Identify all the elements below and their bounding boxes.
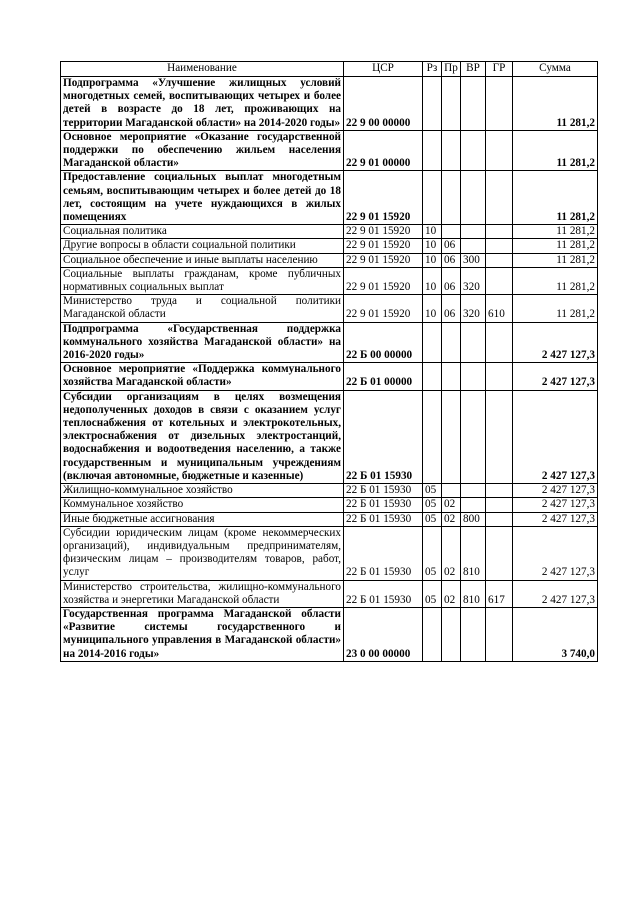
row-vr xyxy=(461,171,486,225)
row-name: Министерство труда и социальной политики Магаданской области xyxy=(61,295,344,322)
row-gr: 610 xyxy=(486,295,513,322)
row-gr xyxy=(486,171,513,225)
row-rz: 10 xyxy=(423,267,442,294)
row-vr xyxy=(461,322,486,363)
row-csr: 22 Б 01 15930 xyxy=(344,498,423,512)
row-sum: 2 427 127,3 xyxy=(513,363,598,390)
row-rz: 05 xyxy=(423,580,442,607)
row-csr: 22 9 01 15920 xyxy=(344,171,423,225)
header-name: Наименование xyxy=(61,62,344,77)
row-vr xyxy=(461,607,486,661)
row-sum: 11 281,2 xyxy=(513,267,598,294)
row-rz: 10 xyxy=(423,239,442,253)
row-gr xyxy=(486,512,513,526)
row-vr xyxy=(461,77,486,131)
row-sum: 11 281,2 xyxy=(513,77,598,131)
row-csr: 22 9 01 00000 xyxy=(344,130,423,171)
header-pr: Пр xyxy=(442,62,461,77)
row-name: Социальное обеспечение и иные выплаты населению xyxy=(61,253,344,267)
row-sum: 11 281,2 xyxy=(513,130,598,171)
row-gr xyxy=(486,390,513,483)
table-row xyxy=(61,253,598,267)
row-csr: 22 9 00 00000 xyxy=(344,77,423,131)
row-pr xyxy=(442,390,461,483)
row-rz: 05 xyxy=(423,484,442,498)
row-sum: 2 427 127,3 xyxy=(513,526,598,580)
row-rz: 05 xyxy=(423,498,442,512)
row-vr: 300 xyxy=(461,253,486,267)
table-row xyxy=(61,225,598,239)
row-gr: 617 xyxy=(486,580,513,607)
row-pr: 06 xyxy=(442,239,461,253)
header-vr: ВР xyxy=(461,62,486,77)
row-vr: 810 xyxy=(461,526,486,580)
row-rz: 05 xyxy=(423,526,442,580)
header-rz: Рз xyxy=(423,62,442,77)
table-row xyxy=(61,130,598,171)
row-name: Министерство строительства, жилищно-коммунального хозяйства и энергетики Магаданской области xyxy=(61,580,344,607)
row-rz xyxy=(423,171,442,225)
row-csr: 22 9 01 15920 xyxy=(344,267,423,294)
row-csr: 22 Б 01 15930 xyxy=(344,390,423,483)
row-name: Коммунальное хозяйство xyxy=(61,498,344,512)
row-gr xyxy=(486,484,513,498)
table-row xyxy=(61,77,598,131)
row-csr: 22 9 01 15920 xyxy=(344,253,423,267)
row-pr: 02 xyxy=(442,512,461,526)
row-pr xyxy=(442,225,461,239)
row-pr xyxy=(442,484,461,498)
row-gr xyxy=(486,253,513,267)
row-csr: 23 0 00 00000 xyxy=(344,607,423,661)
row-rz: 05 xyxy=(423,512,442,526)
row-name: Другие вопросы в области социальной политики xyxy=(61,239,344,253)
row-gr xyxy=(486,239,513,253)
table-row xyxy=(61,498,598,512)
table-row xyxy=(61,512,598,526)
row-pr: 06 xyxy=(442,253,461,267)
row-name: Жилищно-коммунальное хозяйство xyxy=(61,484,344,498)
header-row xyxy=(61,62,598,77)
header-sum: Сумма xyxy=(513,62,598,77)
row-gr xyxy=(486,267,513,294)
row-rz xyxy=(423,390,442,483)
row-vr xyxy=(461,239,486,253)
row-gr xyxy=(486,363,513,390)
row-pr: 06 xyxy=(442,295,461,322)
row-rz: 10 xyxy=(423,295,442,322)
row-vr xyxy=(461,484,486,498)
table-row xyxy=(61,171,598,225)
row-gr xyxy=(486,225,513,239)
row-gr xyxy=(486,130,513,171)
row-name: Социальная политика xyxy=(61,225,344,239)
row-name: Социальные выплаты гражданам, кроме публичных нормативных социальных выплат xyxy=(61,267,344,294)
row-vr xyxy=(461,498,486,512)
row-gr xyxy=(486,322,513,363)
row-rz xyxy=(423,363,442,390)
row-csr: 22 9 01 15920 xyxy=(344,225,423,239)
table-row xyxy=(61,363,598,390)
row-sum: 11 281,2 xyxy=(513,239,598,253)
row-csr: 22 9 01 15920 xyxy=(344,295,423,322)
row-sum: 2 427 127,3 xyxy=(513,322,598,363)
row-sum: 2 427 127,3 xyxy=(513,512,598,526)
budget-table xyxy=(60,61,598,662)
header-gr: ГР xyxy=(486,62,513,77)
row-pr: 02 xyxy=(442,580,461,607)
row-name: Государственная программа Магаданской области «Развитие системы государственного и муниципального управления в Магаданской области» на 2014-2016 годы» xyxy=(61,607,344,661)
row-rz: 10 xyxy=(423,225,442,239)
row-sum: 2 427 127,3 xyxy=(513,580,598,607)
row-vr xyxy=(461,130,486,171)
row-name: Основное мероприятие «Поддержка коммунального хозяйства Магаданской области» xyxy=(61,363,344,390)
row-vr: 810 xyxy=(461,580,486,607)
row-pr xyxy=(442,171,461,225)
row-rz xyxy=(423,607,442,661)
row-gr xyxy=(486,607,513,661)
row-pr xyxy=(442,322,461,363)
row-vr xyxy=(461,363,486,390)
row-vr xyxy=(461,390,486,483)
row-vr: 800 xyxy=(461,512,486,526)
row-gr xyxy=(486,77,513,131)
row-vr xyxy=(461,225,486,239)
row-name: Субсидии юридическим лицам (кроме некоммерческих организаций), индивидуальным предпринимателям, физическим лицам – производителям товаров, работ, услуг xyxy=(61,526,344,580)
table-row xyxy=(61,484,598,498)
row-gr xyxy=(486,498,513,512)
row-pr: 02 xyxy=(442,526,461,580)
row-name: Иные бюджетные ассигнования xyxy=(61,512,344,526)
row-csr: 22 Б 01 15930 xyxy=(344,484,423,498)
row-name: Подпрограмма «Государственная поддержка коммунального хозяйства Магаданской области» на 2016-2020 годы» xyxy=(61,322,344,363)
table-row xyxy=(61,267,598,294)
table-row xyxy=(61,607,598,661)
table-row xyxy=(61,390,598,483)
row-csr: 22 9 01 15920 xyxy=(344,239,423,253)
row-rz xyxy=(423,130,442,171)
row-csr: 22 Б 00 00000 xyxy=(344,322,423,363)
row-csr: 22 Б 01 15930 xyxy=(344,512,423,526)
row-vr: 320 xyxy=(461,295,486,322)
row-pr xyxy=(442,130,461,171)
header-csr: ЦСР xyxy=(344,62,423,77)
row-pr xyxy=(442,363,461,390)
row-sum: 11 281,2 xyxy=(513,225,598,239)
row-sum: 2 427 127,3 xyxy=(513,484,598,498)
row-csr: 22 Б 01 00000 xyxy=(344,363,423,390)
row-csr: 22 Б 01 15930 xyxy=(344,526,423,580)
row-name: Субсидии организациям в целях возмещения недополученных доходов в связи с оказанием услуг теплоснабжения от котельных и электрокотельных, электроснабжения от дизельных электростанций, водоснабжения и водоотведения населению, а также государственным и муниципальным учреждениям (включая автономные, бюджетные и казенные) xyxy=(61,390,344,483)
row-sum: 11 281,2 xyxy=(513,295,598,322)
row-sum: 3 740,0 xyxy=(513,607,598,661)
row-gr xyxy=(486,526,513,580)
row-sum: 2 427 127,3 xyxy=(513,498,598,512)
row-sum: 11 281,2 xyxy=(513,171,598,225)
row-name: Предоставление социальных выплат многодетным семьям, воспитывающим четырех и более детей до 18 лет, состоящим на учете нуждающихся в жилых помещениях xyxy=(61,171,344,225)
row-rz: 10 xyxy=(423,253,442,267)
table-row xyxy=(61,295,598,322)
table-row xyxy=(61,322,598,363)
table-body xyxy=(61,77,598,662)
row-sum: 11 281,2 xyxy=(513,253,598,267)
table-row xyxy=(61,580,598,607)
row-rz xyxy=(423,322,442,363)
table-row xyxy=(61,239,598,253)
row-vr: 320 xyxy=(461,267,486,294)
table-row xyxy=(61,526,598,580)
row-pr: 02 xyxy=(442,498,461,512)
row-pr xyxy=(442,607,461,661)
row-name: Основное мероприятие «Оказание государственной поддержки по обеспечению жильем населения Магаданской области» xyxy=(61,130,344,171)
row-csr: 22 Б 01 15930 xyxy=(344,580,423,607)
row-pr: 06 xyxy=(442,267,461,294)
row-name: Подпрограмма «Улучшение жилищных условий многодетных семей, воспитывающих четырех и более детей в возрасте до 18 лет, проживающих на территории Магаданской области» на 2014-2020 годы» xyxy=(61,77,344,131)
row-rz xyxy=(423,77,442,131)
row-pr xyxy=(442,77,461,131)
row-sum: 2 427 127,3 xyxy=(513,390,598,483)
